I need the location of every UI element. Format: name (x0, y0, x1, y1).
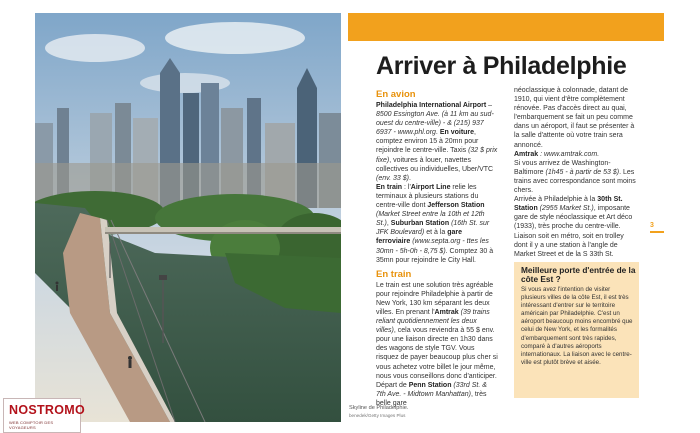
text-span: , imposante gare de style néoclassique et Art déco (1933), très proche du centre-ville. Liaison soit en métro, soit en trolley dont il y a une station à l'angle de Market Street et de la S 33th St. (514, 205, 633, 258)
text-span: , voitures à louer, navettes collectives ou individuelles, Uber/VTC (376, 156, 494, 173)
paragraph-penn-cont: néoclassique à colonnade, datant de 1910, qui vient d'être complètement rénovée. Pas d'accès direct au quai, l'embarquement se fait un peu comme dans un aéroport, il faut se présenter à la salle d'attente où votre train sera annoncé. (514, 87, 635, 149)
skyline-illustration (35, 13, 341, 422)
stamp-brand: NOSTROMO (9, 403, 86, 417)
page-number: 3 (650, 222, 654, 229)
paragraph-washington (514, 159, 639, 195)
paragraph-train (376, 281, 498, 408)
text-span: – (486, 102, 493, 109)
chapter-banner (348, 13, 664, 41)
station-30th-address: (2955 Market St.) (537, 205, 594, 213)
info-box-text: Si vous avez l'intention de visiter plusieurs villes de la côte Est, il est très intéressant d'entrer sur le territoire américain par Philadelphie. C'est un aéroport beaucoup moins encombré que celui de New York, et les formalités d'embarquement sont très rapides, comparé à d'autres aéroports internationaux. La liaison avec le centre-ville est plutôt brève et aisée. (521, 286, 633, 366)
text-span: , cela vous reviendra à 55 $ env. pour une liaison directe en 1h30 dans des wagons de style TGV. Vous risquez de payer beaucoup plus cher si vous achetez votre billet le jour même, nous vous conseillons donc d'anticiper. Départ de (376, 327, 498, 389)
text-span: : l' (402, 183, 411, 191)
info-box-title: Meilleure porte d'entrée de la côte Est ? (521, 265, 636, 285)
suburban-station: Suburban Station (390, 220, 450, 228)
paragraph-arrivee (514, 195, 639, 259)
section-title-train: En train (376, 268, 412, 280)
text-column-left (376, 89, 498, 408)
text-span: , (386, 220, 391, 228)
text-span: et à la (424, 229, 448, 237)
text-span: . Comptez 30 à 35mn pour rejoindre le City Hall. (376, 247, 494, 264)
text-span: relie les terminaux à plusieurs stations du centre-ville dont (376, 183, 479, 210)
text-span: . (408, 174, 411, 182)
text-span: Si vous arrivez de Washington-Baltimore (514, 159, 611, 176)
info-box (514, 262, 639, 398)
paragraph-amtrak (514, 150, 639, 159)
washington-info: (1h45 - à partir de 53 $) (545, 168, 620, 176)
taxi-price: (32 $ prix fixe) (376, 147, 498, 164)
amtrak-label: Amtrak (514, 150, 539, 158)
nostromo-stamp (3, 398, 86, 433)
airport-name: Philadelphia International Airport (376, 102, 487, 109)
paragraph-airport-train (376, 183, 498, 265)
airport-address: 8500 Essington Ave. (à 11 km au sud-ouest du centre-ville) - & (215) 937 6937 - www.phl.org (376, 111, 494, 137)
gare-ferroviaire: gare ferroviaire (376, 229, 463, 246)
jefferson-station: Jefferson Station (427, 202, 485, 210)
section-title-avion: En avion (376, 89, 416, 100)
caption-credit: benedek/Getty Images Plus (349, 413, 406, 418)
amtrak-info: (39 trains reliant quotidiennement les deux villes) (376, 308, 490, 335)
penn-address: (33rd St. & 7th Ave. - Midtown Manhattan) (376, 381, 487, 398)
stamp-tagline: WEB COMPTOIR DES VOYAGEURS (9, 420, 54, 430)
penn-station: Penn Station (408, 381, 452, 389)
jefferson-address: (Market Street entre la 10th et 12th St.) (376, 211, 485, 228)
amtrak-name: Amtrak (434, 308, 459, 316)
page-title: Arriver à Philadelphie (376, 52, 627, 80)
train-label: En train (376, 183, 403, 191)
station-30th: 30th St. Station (514, 196, 623, 213)
text-span: Arrivée à Philadelphie à la (514, 196, 598, 204)
skyline-photo (35, 13, 341, 422)
caption-text: Skyline de Philadelphie. (349, 405, 409, 411)
text-span: Le train est une solution très agréable pour rejoindre Philadelphie à partir de New York, 130 km séparant les deux villes. En prenant l' (376, 281, 494, 316)
paragraph-avion (376, 101, 498, 183)
suburban-address: (16th St. sur JFK Boulevard) (376, 220, 490, 237)
text-span: . Les trains avec correspondance sont moins chers. (514, 168, 636, 195)
airport-line: Airport Line (410, 183, 451, 191)
uber-price: (env. 33 $) (376, 174, 409, 182)
voiture-label: En voiture (439, 129, 475, 137)
text-column-right (514, 86, 639, 259)
amtrak-url: : www.amtrak.com. (538, 150, 600, 158)
gare-info: (www.septa.org - ttes les 30mn - 5h-0h - 8,75 $) (376, 238, 489, 255)
text-span: . (435, 129, 440, 137)
text-span: , très belle gare (376, 390, 487, 407)
text-span: , comptez environ 15 à 20mn pour rejoindre le centre-ville. Taxis (376, 129, 479, 155)
page-number-marker (650, 231, 664, 233)
